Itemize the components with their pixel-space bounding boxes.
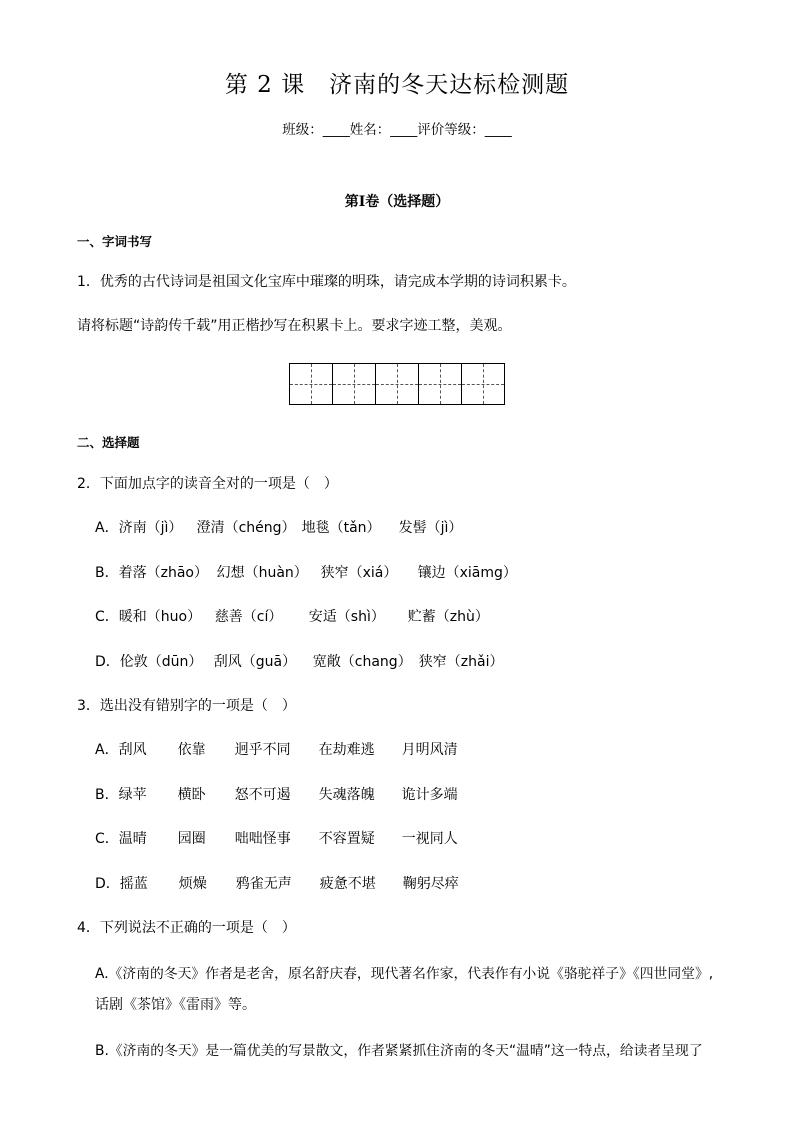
option-item: 刮风（guā）	[213, 654, 297, 670]
option-item: 失魂落魄	[318, 787, 375, 803]
option-item: 绿苹	[118, 787, 147, 803]
q2-option-c	[95, 606, 489, 626]
writing-grid	[289, 363, 505, 405]
option-item: 狭窄（zhǎi）	[418, 654, 504, 670]
option-item: 在劫难逃	[318, 742, 375, 758]
option-item: 地毯（tǎn）	[301, 520, 381, 536]
option-item: 温晴	[118, 831, 147, 847]
option-item: 宽敞（chang）	[312, 654, 412, 670]
option-label: C．	[95, 609, 119, 625]
part1-heading: 一、字词书写	[77, 234, 153, 249]
option-label: B．	[95, 787, 119, 803]
q4-option-b-line1: B.《济南的冬天》是一篇优美的写景散文，作者紧紧抓住济南的冬天“温晴”这一特点，给读者呈现了	[95, 1043, 703, 1059]
option-item: 澄清（chéng）	[196, 520, 296, 536]
option-item: 幻想（huàn）	[216, 565, 308, 581]
option-item: 一视同人	[401, 831, 458, 847]
q3-option-b	[95, 784, 458, 804]
option-item: 安适（shì）	[308, 609, 385, 625]
option-item: 诡计多端	[401, 787, 458, 803]
q3-option-c	[95, 828, 458, 848]
option-label: D．	[95, 876, 120, 892]
option-item: 刮风	[118, 742, 147, 758]
option-item: 发髻（jì）	[398, 520, 463, 536]
option-item: 疲惫不堪	[319, 876, 376, 892]
document-title: 第 2 课 济南的冬天达标检测题	[224, 72, 570, 98]
option-item: 贮蓄（zhù）	[407, 609, 489, 625]
option-item: 慈善（cí）	[214, 609, 283, 625]
option-item: 镶边（xiāmg）	[417, 565, 517, 581]
student-info-line: 班级：____姓名：____评价等级：____	[282, 122, 512, 138]
option-item: 不容置疑	[318, 831, 375, 847]
option-item: 横卧	[177, 787, 206, 803]
option-label: C．	[95, 831, 119, 847]
q4-option-a-line2: 话剧《茶馆》《雷雨》等。	[95, 997, 256, 1013]
option-item: 摇蓝	[119, 876, 148, 892]
grid-cell	[333, 364, 376, 404]
option-label: B．	[95, 565, 119, 581]
q3-option-d	[95, 873, 459, 893]
grid-cell	[419, 364, 462, 404]
q3-stem: 3．选出没有错别字的一项是（ ）	[77, 698, 296, 714]
option-item: 济南（jì）	[118, 520, 183, 536]
option-item: 伦敦（dūn）	[119, 654, 203, 670]
option-label: A．	[95, 742, 119, 758]
option-item: 鞠躬尽瘁	[402, 876, 459, 892]
q4-option-a-line1: A.《济南的冬天》作者是老舍，原名舒庆春，现代著名作家，代表作有小说《骆驼祥子》《四世同堂》,	[95, 966, 714, 982]
option-item: 迥乎不同	[234, 742, 291, 758]
q2-option-d	[95, 651, 503, 671]
option-item: 狭窄（xiá）	[320, 565, 398, 581]
grid-cell	[290, 364, 333, 404]
option-item: 烦燥	[178, 876, 207, 892]
option-item: 咄咄怪事	[234, 831, 291, 847]
part2-heading: 二、选择题	[77, 435, 140, 450]
section-heading: 第Ⅰ卷（选择题）	[344, 194, 450, 210]
option-item: 依靠	[177, 742, 206, 758]
option-item: 园圈	[177, 831, 206, 847]
option-item: 着落（zhāo）	[118, 565, 208, 581]
option-item: 月明风清	[401, 742, 458, 758]
q2-option-b	[95, 562, 517, 582]
option-label: D．	[95, 654, 120, 670]
q4-stem: 4．下列说法不正确的一项是（ ）	[77, 920, 296, 936]
q3-option-a	[95, 739, 458, 759]
q1-line1: 1．优秀的古代诗词是祖国文化宝库中璀璨的明珠，请完成本学期的诗词积累卡。	[77, 274, 576, 290]
grid-cell	[462, 364, 504, 404]
q1-line2: 请将标题“诗韵传千载”用正楷抄写在积累卡上。要求字迹工整，美观。	[77, 318, 512, 334]
q2-option-a	[95, 517, 462, 537]
grid-cell	[376, 364, 419, 404]
option-item: 怒不可遏	[234, 787, 291, 803]
option-label: A．	[95, 520, 119, 536]
option-item: 鸦雀无声	[235, 876, 292, 892]
option-item: 暖和（huo）	[118, 609, 202, 625]
q2-stem: 2．下面加点字的读音全对的一项是（ ）	[77, 476, 338, 492]
